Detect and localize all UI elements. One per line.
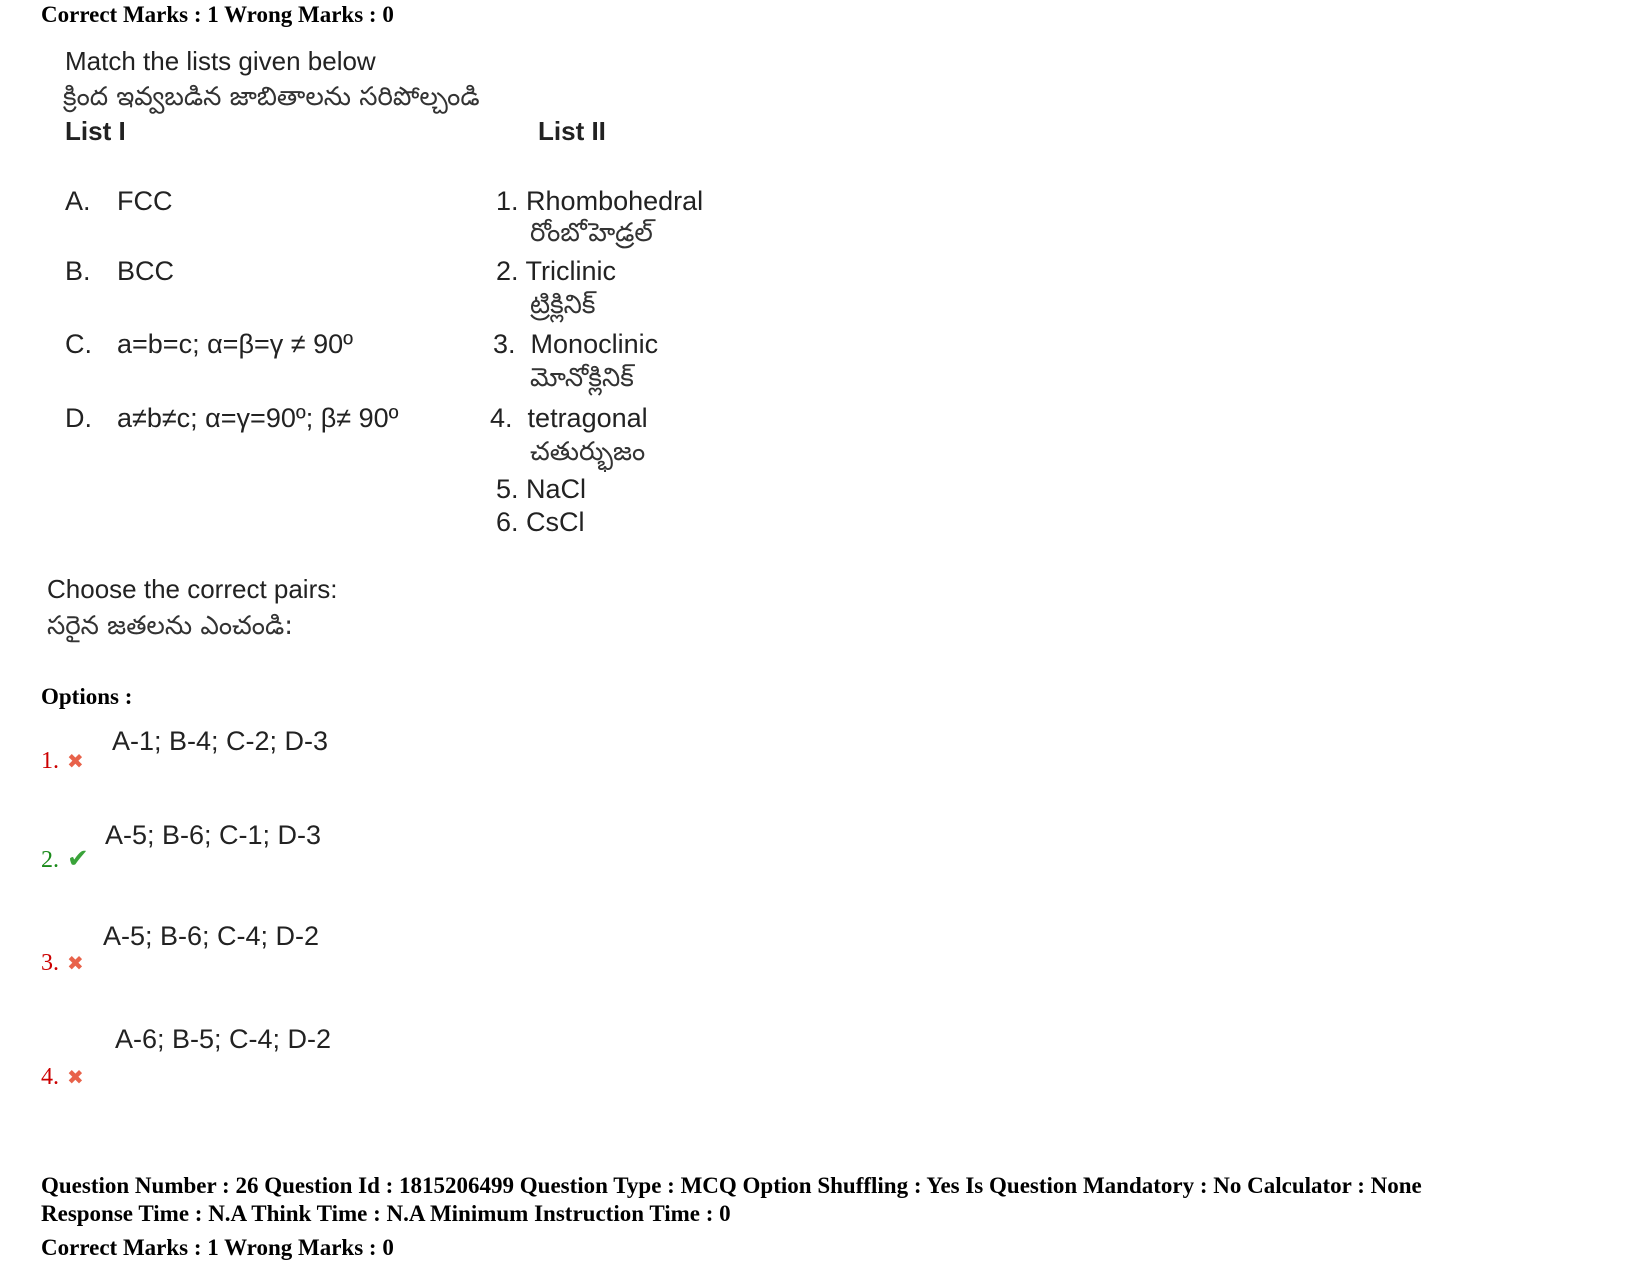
list1-letter: B. [65, 256, 91, 286]
list1-letter: D. [65, 403, 92, 433]
option-2-text[interactable]: A-5; B-6; C-1; D-3 [105, 820, 322, 850]
option-1-number [41, 748, 84, 775]
list2-item-4 [490, 403, 648, 434]
marks-header: Correct Marks : 1 Wrong Marks : 0 [41, 2, 394, 27]
list2-item-1 [496, 186, 703, 217]
option-4-text[interactable]: A-6; B-5; C-4; D-2 [115, 1024, 332, 1054]
list2-te-1: రోంబోహెడ్రల్ [530, 218, 653, 248]
option-number: 1. [41, 748, 59, 774]
prompt-en: Choose the correct pairs: [47, 574, 338, 604]
list1-item-c [65, 329, 353, 360]
list1-text: a≠b≠c; α=γ=90º; β≠ 90º [117, 403, 399, 433]
option-3-number [41, 950, 84, 977]
marks-footer: Correct Marks : 1 Wrong Marks : 0 [41, 1235, 394, 1260]
list2-item-5 [496, 474, 586, 505]
list2-en: CsCl [526, 507, 585, 537]
list2-header: List II [538, 116, 606, 146]
list2-num: 6. [496, 507, 519, 537]
prompt-te: సరైన జతలను ఎంచండి: [47, 611, 293, 641]
list1-item-a [65, 186, 173, 217]
option-2-number [41, 844, 89, 874]
list2-en: tetragonal [527, 403, 648, 433]
list2-num: 1. [496, 186, 519, 216]
list2-te-2: ట్రిక్లినిక్ [530, 290, 596, 320]
list2-te-3: మోనోక్లినిక్ [530, 363, 634, 393]
list2-item-6 [496, 507, 585, 538]
list1-text: BCC [117, 256, 175, 286]
option-1-text[interactable]: A-1; B-4; C-2; D-3 [112, 726, 329, 756]
list1-letter: C. [65, 329, 92, 359]
list1-item-d [65, 403, 398, 434]
option-number: 2. [41, 847, 59, 873]
check-icon: ✔ [67, 844, 89, 874]
instruction-te: క్రింద ఇవ్వబడిన జాబితాలను సరిపోల్చండి [63, 82, 480, 112]
option-number: 3. [41, 950, 59, 976]
option-number: 4. [41, 1064, 59, 1090]
cross-icon: ✖ [67, 951, 84, 975]
list2-num: 4. [490, 403, 513, 433]
list2-num: 2. [496, 256, 519, 286]
list2-num: 5. [496, 474, 519, 504]
list2-num: 3. [493, 329, 516, 359]
cross-icon: ✖ [67, 749, 84, 773]
list1-item-b [65, 256, 174, 287]
timing-meta: Response Time : N.A Think Time : N.A Minimum Instruction Time : 0 [41, 1201, 731, 1226]
instruction-en: Match the lists given below [65, 46, 376, 76]
list1-header: List I [65, 116, 126, 146]
list2-en: NaCl [526, 474, 587, 504]
list2-item-3 [493, 329, 658, 360]
list2-te-4: చతుర్భుజం [530, 437, 646, 467]
list2-en: Monoclinic [530, 329, 659, 359]
list1-text: FCC [117, 186, 173, 216]
list2-item-2 [496, 256, 616, 287]
list1-letter: A. [65, 186, 91, 216]
cross-icon: ✖ [67, 1065, 84, 1089]
option-4-number [41, 1064, 84, 1091]
options-label: Options : [41, 684, 133, 709]
option-3-text[interactable]: A-5; B-6; C-4; D-2 [103, 921, 320, 951]
list1-text: a=b=c; α=β=γ ≠ 90º [117, 329, 353, 359]
question-meta: Question Number : 26 Question Id : 1815206499 Question Type : MCQ Option Shuffling : Yes Is Question Mandatory : No Calculator : None [41, 1173, 1422, 1198]
list2-en: Rhombohedral [526, 186, 704, 216]
list2-en: Triclinic [525, 256, 617, 286]
